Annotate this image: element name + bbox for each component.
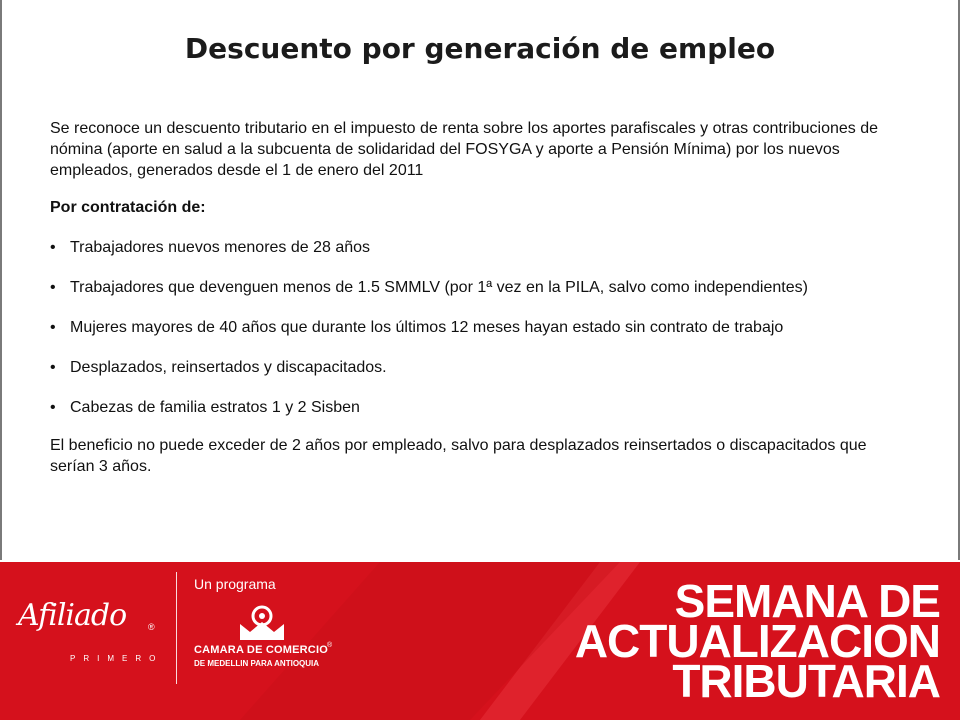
slide-border-left: [0, 0, 2, 560]
intro-paragraph: Se reconoce un descuento tributario en el impuesto de renta sobre los aportes parafiscales y otras contribuciones de nómina (aporte en salud a la subcuenta de solidaridad del FOSYGA y aporte a Pensión Mínima) por los nuevos empleados, generados desde el 1 de enero del 2011: [50, 120, 879, 179]
camara-registered-mark: ®: [327, 642, 333, 649]
subheading: Por contratación de:: [50, 199, 206, 216]
bullet-item: • Desplazados, reinsertados y discapacitados.: [50, 357, 908, 378]
slide-title: Descuento por generación de empleo: [184, 32, 776, 65]
headline-line-1: SEMANA DE: [674, 575, 940, 627]
banner-divider: [176, 572, 177, 684]
closing-paragraph: El beneficio no puede exceder de 2 años por empleado, salvo para desplazados reinsertados o discapacitados que serían 3 años.: [50, 437, 867, 475]
slide-body: [50, 118, 908, 477]
bullet-item: • Cabezas de familia estratos 1 y 2 Sisben: [50, 397, 908, 418]
program-label: Un programa: [194, 576, 276, 592]
camara-name: CAMARA DE COMERCIO: [194, 644, 328, 656]
afiliado-tagline: PRIMERO: [70, 654, 164, 663]
headline-line-2: ACTUALIZACION: [574, 615, 940, 667]
bullet-item: • Trabajadores que devenguen menos de 1.5 SMMLV (por 1ª vez en la PILA, salvo como independientes): [50, 277, 908, 298]
bullet-list: [50, 237, 908, 418]
bullet-item: • Mujeres mayores de 40 años que durante los últimos 12 meses hayan estado sin contrato de trabajo: [50, 317, 908, 338]
camara-logo-icon: [236, 604, 288, 642]
camara-subtitle: DE MEDELLIN PARA ANTIOQUIA: [194, 659, 320, 668]
afiliado-logo: Afiliado: [18, 598, 127, 633]
afiliado-registered-mark: ®: [148, 622, 155, 632]
bullet-item: • Trabajadores nuevos menores de 28 años: [50, 237, 908, 258]
headline-line-3: TRIBUTARIA: [672, 655, 940, 707]
